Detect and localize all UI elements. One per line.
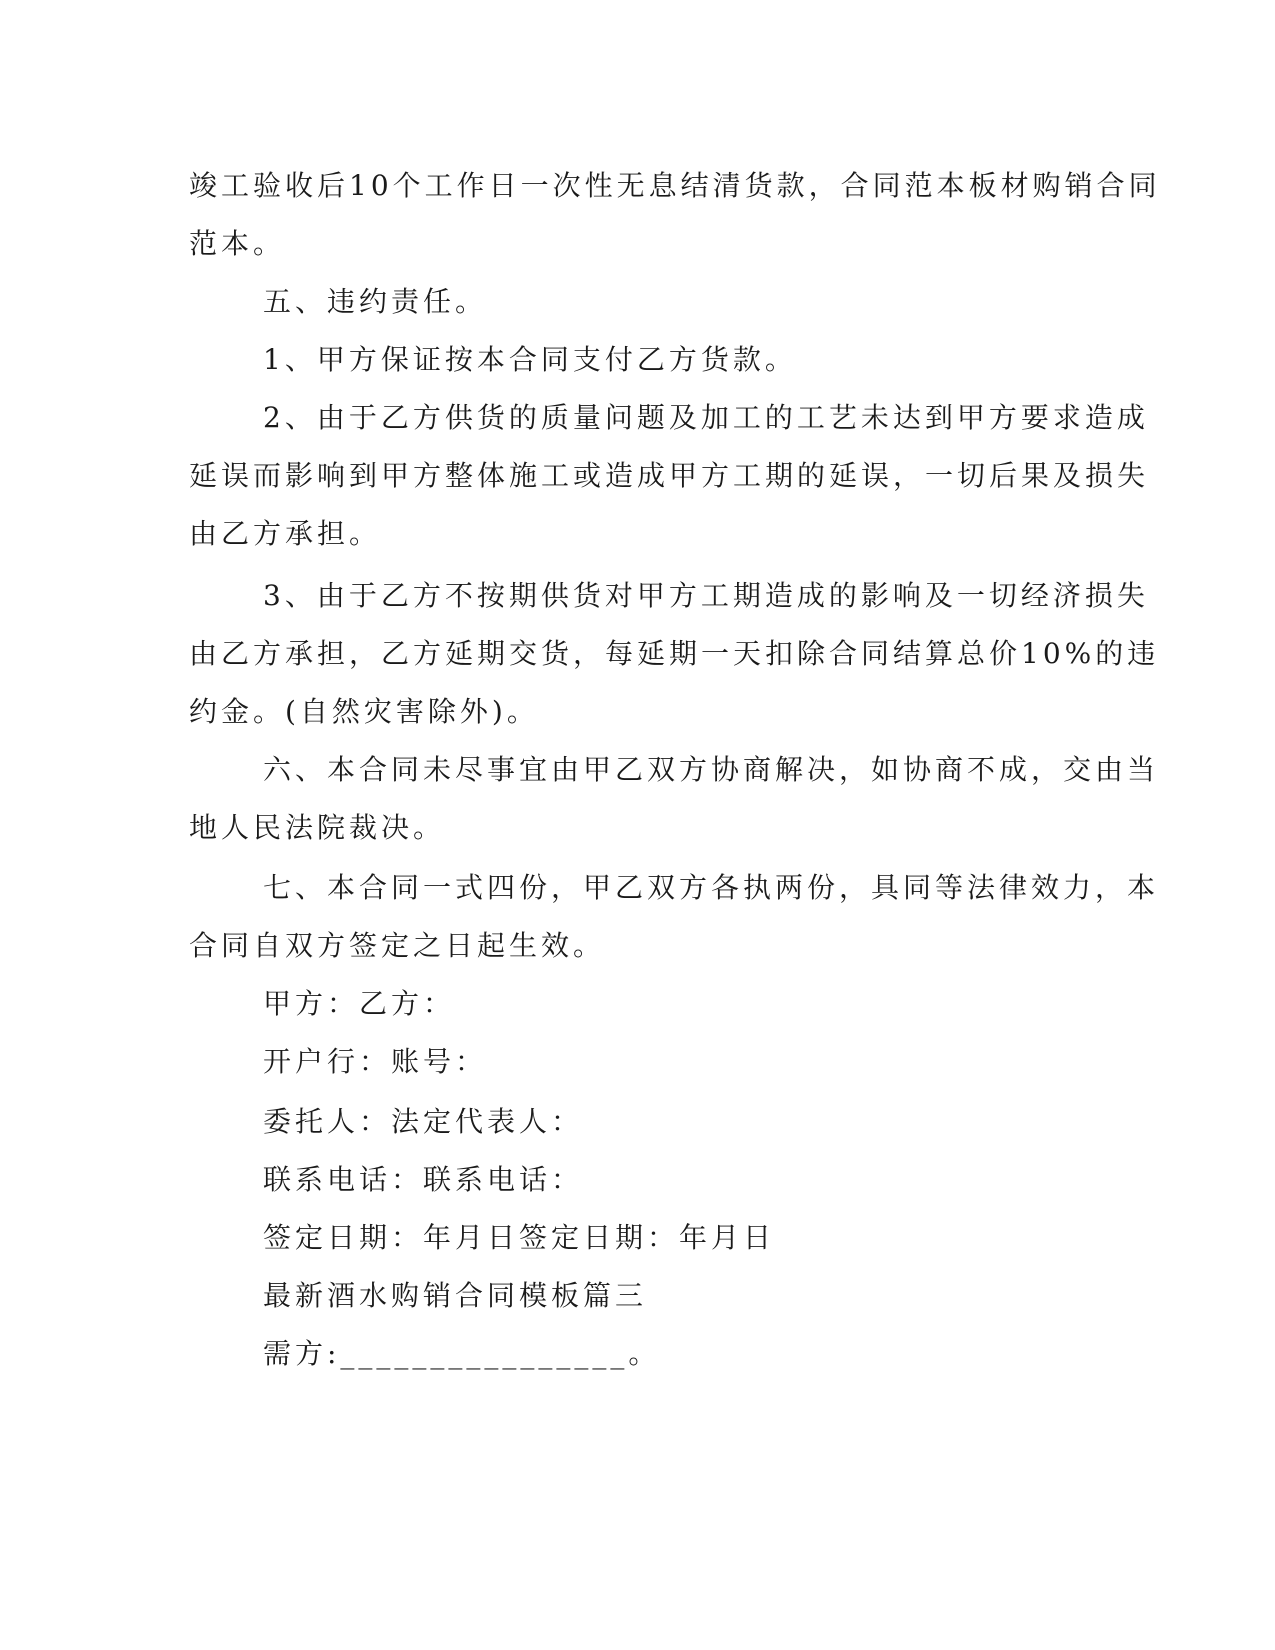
clause-line: 1、甲方保证按本合同支付乙方货款。 — [263, 343, 797, 376]
section-heading: 六、本合同未尽事宜由甲乙双方协商解决，如协商不成，交由当 — [263, 753, 1160, 786]
signature-field: 签定日期：年月日签定日期：年月日 — [263, 1221, 776, 1254]
section-heading: 七、本合同一式四份，甲乙双方各执两份，具同等法律效力，本 — [263, 871, 1160, 904]
signature-field: 开户行：账号： — [263, 1045, 488, 1078]
paragraph-line: 范本。 — [189, 227, 286, 260]
signature-field: 委托人：法定代表人： — [263, 1105, 584, 1138]
signature-field: 甲方：乙方： — [263, 987, 456, 1020]
paragraph-line: 合同自双方签定之日起生效。 — [189, 929, 606, 962]
paragraph-line: 由乙方承担，乙方延期交货，每延期一天扣除合同结算总价10%的违 — [189, 637, 1160, 670]
section-heading: 五、违约责任。 — [263, 285, 488, 318]
paragraph-line: 地人民法院裁决。 — [189, 811, 446, 844]
paragraph-line: 竣工验收后10个工作日一次性无息结清货款，合同范本板材购销合同 — [189, 169, 1161, 202]
paragraph-line: 约金。(自然灾害除外)。 — [189, 695, 539, 728]
paragraph-line: 延误而影响到甲方整体施工或造成甲方工期的延误，一切后果及损失 — [189, 459, 1150, 492]
paragraph-line: 由乙方承担。 — [189, 517, 382, 550]
signature-field: 联系电话：联系电话： — [263, 1163, 584, 1196]
clause-line: 2、由于乙方供货的质量问题及加工的工艺未达到甲方要求造成 — [263, 401, 1149, 434]
clause-line: 3、由于乙方不按期供货对甲方工期造成的影响及一切经济损失 — [263, 579, 1149, 612]
buyer-field: 需方:________________。 — [263, 1337, 661, 1370]
document-title: 最新酒水购销合同模板篇三 — [263, 1279, 648, 1312]
